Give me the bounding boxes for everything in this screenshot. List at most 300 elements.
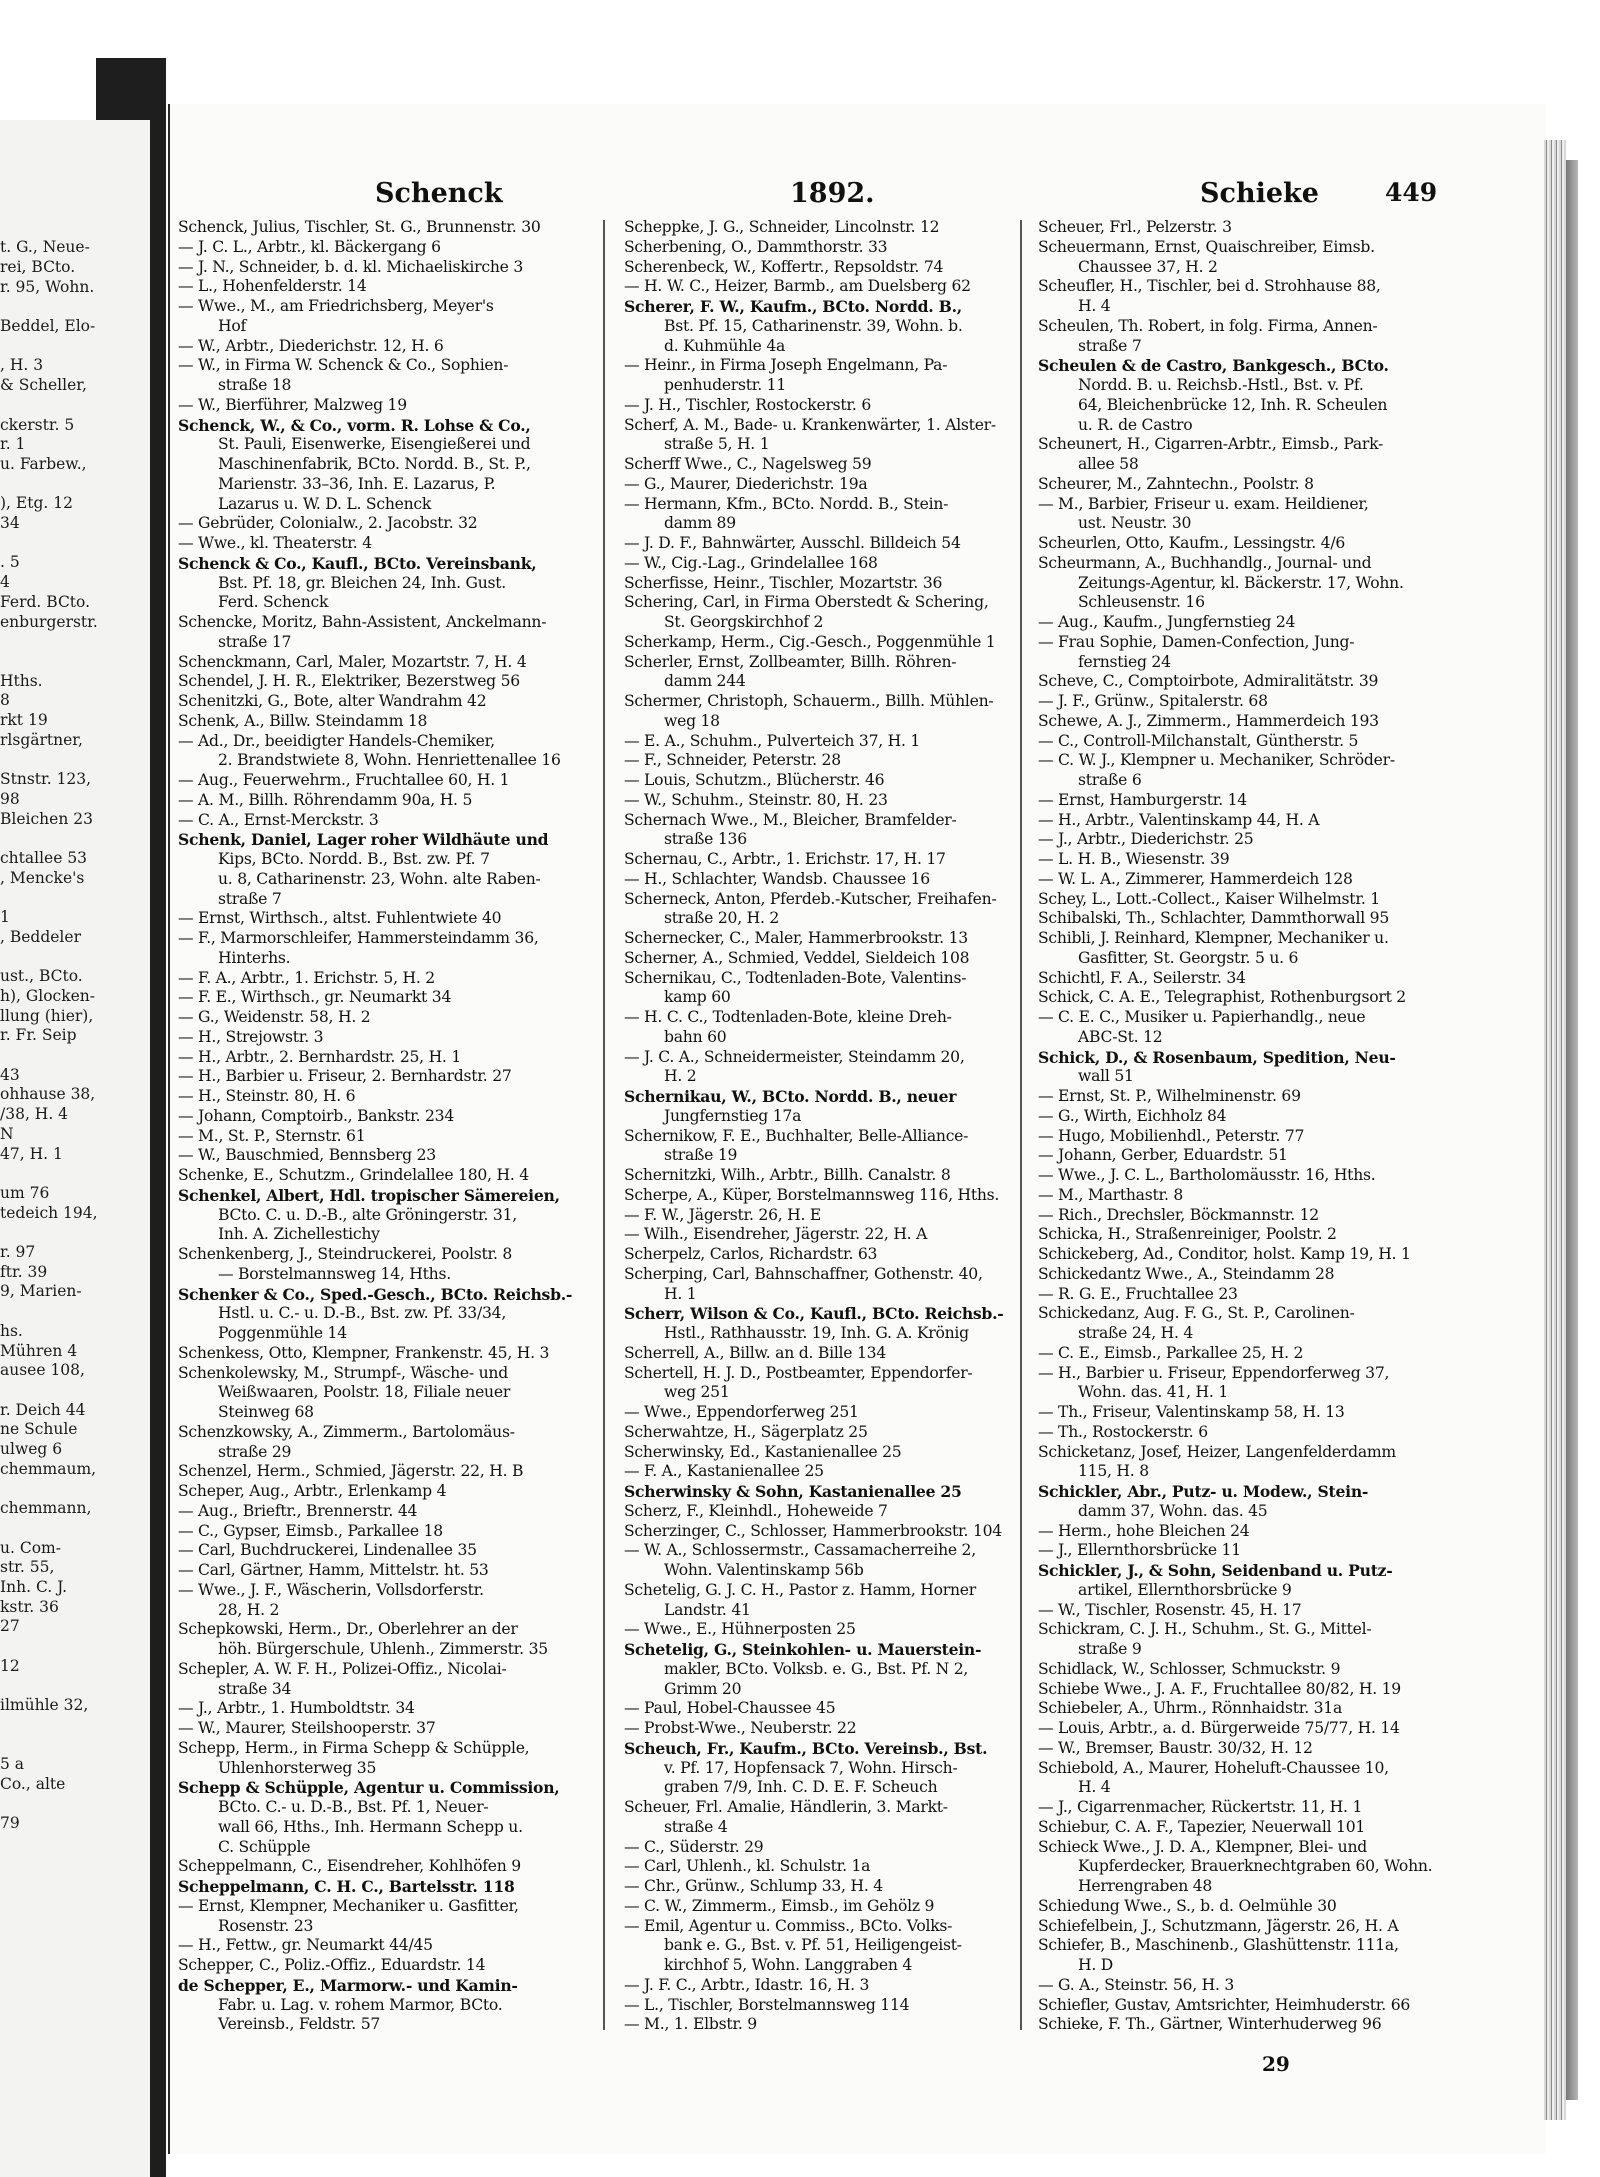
entry-line: — F., Marmorschleifer, Hammersteindamm 36, bbox=[178, 929, 539, 947]
directory-entry bbox=[624, 495, 1036, 535]
left-page-line: llung (hier), bbox=[0, 1006, 94, 1025]
entry-line: Schick, D., & Rosenbaum, Spedition, Neu- bbox=[1038, 1047, 1396, 1067]
entry-line: Schenker & Co., Sped.-Gesch., BCto. Reichsb.- bbox=[178, 1284, 573, 1304]
left-page-line bbox=[0, 1480, 150, 1500]
left-page-line: r. 1 bbox=[0, 435, 26, 454]
directory-entry bbox=[1038, 475, 1450, 495]
left-page-line: rkt 19 bbox=[0, 711, 48, 730]
entry-line: — C. E., Eimsb., Parkallee 25, H. 2 bbox=[1038, 1343, 1304, 1362]
directory-entry bbox=[1038, 534, 1450, 554]
entry-line: — G., Maurer, Diederichstr. 19a bbox=[624, 474, 868, 493]
entry-line: Schertell, H. J. D., Postbeamter, Eppendorfer- bbox=[624, 1363, 973, 1382]
directory-entry bbox=[178, 692, 590, 712]
directory-entry bbox=[178, 277, 590, 297]
directory-entry bbox=[624, 1265, 1036, 1305]
left-page-line bbox=[0, 1519, 150, 1539]
left-page-line: , H. 3 bbox=[0, 356, 44, 375]
directory-entry bbox=[178, 653, 590, 673]
entry-line: Schenck, Julius, Tischler, St. G., Brunnenstr. 30 bbox=[178, 218, 541, 236]
column-divider bbox=[603, 220, 605, 2030]
directory-entry bbox=[178, 258, 590, 278]
directory-entry bbox=[1038, 554, 1450, 613]
left-page-line bbox=[0, 1677, 150, 1697]
entry-line: — Gebrüder, Colonialw., 2. Jacobstr. 32 bbox=[178, 514, 478, 533]
entry-continuation: straße 5, H. 1 bbox=[664, 435, 770, 454]
directory-entry bbox=[178, 1739, 590, 1779]
directory-entry bbox=[624, 1344, 1036, 1364]
entry-line: — Wwe., J. C. L., Bartholomäusstr. 16, Hths. bbox=[1038, 1166, 1376, 1184]
entry-line: Schenk, A., Billw. Steindamm 18 bbox=[178, 711, 428, 730]
directory-entry bbox=[624, 1403, 1036, 1423]
entry-continuation: penhuderstr. 11 bbox=[664, 376, 787, 394]
directory-entry bbox=[178, 238, 590, 258]
directory-entry bbox=[178, 514, 590, 534]
directory-entry bbox=[178, 1936, 590, 1956]
left-page-line: tedeich 194, bbox=[0, 1203, 98, 1222]
entry-line: Schickler, J., & Sohn, Seidenband u. Putz- bbox=[1038, 1561, 1393, 1580]
entry-continuation: Ferd. Schenck bbox=[218, 593, 329, 612]
entry-line: — F. W., Jägerstr. 26, H. E bbox=[624, 1205, 822, 1224]
entry-line: Schendel, J. H. R., Elektriker, Bezerstweg 56 bbox=[178, 672, 520, 691]
directory-entry bbox=[1038, 830, 1450, 850]
directory-entry bbox=[178, 1778, 590, 1857]
entry-line: — Louis, Schutzm., Blücherstr. 46 bbox=[624, 771, 885, 789]
entry-continuation: Poggenmühle 14 bbox=[218, 1324, 347, 1342]
book-cover-edge bbox=[1566, 160, 1578, 2100]
entry-line: Schermer, Christoph, Schauerm., Billh. Mühlen- bbox=[624, 692, 994, 710]
entry-line: Schickedantz Wwe., A., Steindamm 28 bbox=[1038, 1264, 1335, 1283]
directory-entry bbox=[624, 1522, 1036, 1542]
directory-entry bbox=[1038, 969, 1450, 989]
left-page-line bbox=[0, 179, 150, 199]
entry-line: Scheppke, J. G., Schneider, Lincolnstr. 12 bbox=[624, 218, 940, 236]
left-page-fragment bbox=[0, 120, 150, 2177]
entry-line: Schey, L., Lott.-Collect., Kaiser Wilhelmstr. 1 bbox=[1038, 889, 1380, 908]
left-page-line bbox=[0, 1716, 150, 1736]
entry-line: — J. H., Tischler, Rostockerstr. 6 bbox=[624, 395, 872, 414]
directory-entry bbox=[1038, 929, 1450, 969]
entry-continuation: straße 19 bbox=[664, 1146, 738, 1165]
entry-line: — Probst-Wwe., Neuberstr. 22 bbox=[624, 1719, 857, 1737]
directory-entry bbox=[1038, 1759, 1450, 1799]
entry-line: — Th., Friseur, Valentinskamp 58, H. 13 bbox=[1038, 1403, 1345, 1421]
left-page-line: , Beddeler bbox=[0, 927, 81, 946]
entry-continuation: H. 4 bbox=[1078, 1778, 1111, 1797]
entry-line: Schenke, E., Schutzm., Grindelallee 180, H. 4 bbox=[178, 1166, 529, 1184]
left-page-line bbox=[0, 1223, 150, 1243]
entry-line: Schewe, A. J., Zimmerm., Hammerdeich 193 bbox=[1038, 711, 1379, 730]
entry-line: — C., Controll-Milchanstalt, Güntherstr. 5 bbox=[1038, 731, 1359, 750]
directory-entry bbox=[624, 1048, 1036, 1088]
entry-line: — H., Arbtr., 2. Bernhardstr. 25, H. 1 bbox=[178, 1047, 462, 1066]
entry-line: — W., Arbtr., Diederichstr. 12, H. 6 bbox=[178, 336, 444, 355]
left-page-line bbox=[0, 632, 150, 652]
directory-entry bbox=[624, 218, 1036, 238]
entry-line: Scheulen, Th. Robert, in folg. Firma, Annen- bbox=[1038, 316, 1378, 335]
entry-continuation: 64, Bleichenbrücke 12, Inh. R. Scheulen bbox=[1078, 395, 1388, 414]
entry-line: — Wwe., Eppendorferweg 251 bbox=[624, 1403, 859, 1421]
entry-continuation: artikel, Ellernthorsbrücke 9 bbox=[1078, 1580, 1292, 1599]
entry-line: Schenck, W., & Co., vorm. R. Lohse & Co., bbox=[178, 415, 531, 435]
directory-entry bbox=[624, 258, 1036, 278]
left-page-line: 43 bbox=[0, 1065, 20, 1084]
directory-entry bbox=[178, 672, 590, 692]
entry-line: — H. W. C., Heizer, Barmb., am Duelsberg 62 bbox=[624, 277, 971, 296]
entry-line: — Emil, Agentur u. Commiss., BCto. Volks- bbox=[624, 1916, 953, 1935]
directory-entry bbox=[178, 1897, 590, 1937]
entry-line: Schencke, Moritz, Bahn-Assistent, Anckelmann- bbox=[178, 613, 547, 631]
entry-line: — C. W. J., Klempner u. Mechaniker, Schröder- bbox=[1038, 751, 1395, 770]
entry-line: — Hugo, Mobilienhdl., Peterstr. 77 bbox=[1038, 1126, 1305, 1145]
entry-line: — W. L. A., Zimmerer, Hammerdeich 128 bbox=[1038, 869, 1353, 888]
entry-line: Schickedanz, Aug. F. G., St. P., Carolinen- bbox=[1038, 1304, 1355, 1323]
left-page-line bbox=[0, 1302, 150, 1322]
left-page-line: 1 bbox=[0, 908, 10, 927]
entry-line: — J., Arbtr., Diederichstr. 25 bbox=[1038, 830, 1254, 849]
entry-continuation: Hstl., Rathhausstr. 19, Inh. G. A. Krönig bbox=[664, 1324, 969, 1342]
entry-line: Schichtl, F. A., Seilerstr. 34 bbox=[1038, 968, 1246, 987]
entry-continuation: H. D bbox=[1078, 1956, 1114, 1974]
entry-continuation: straße 136 bbox=[664, 830, 747, 849]
left-page-line: 12 bbox=[0, 1656, 20, 1675]
entry-line: Scherenbeck, W., Koffertr., Repsoldstr. 74 bbox=[624, 257, 944, 276]
directory-entry bbox=[1038, 1285, 1450, 1305]
left-page-line: u. Farbew., bbox=[0, 454, 87, 473]
directory-entry bbox=[1038, 1739, 1450, 1759]
page-header bbox=[200, 178, 1440, 218]
entry-line: Scherner, A., Schmied, Veddel, Sieldeich 108 bbox=[624, 948, 970, 967]
entry-line: — H., Fettw., gr. Neumarkt 44/45 bbox=[178, 1936, 433, 1955]
directory-entry bbox=[178, 1245, 590, 1285]
left-page-line: & Scheller, bbox=[0, 376, 87, 395]
entry-line: Scheufler, H., Tischler, bei d. Strohhause 88, bbox=[1038, 277, 1381, 296]
directory-entry bbox=[624, 1857, 1036, 1877]
entry-line: — Wilh., Eisendreher, Jägerstr. 22, H. A bbox=[624, 1225, 928, 1244]
directory-entry bbox=[178, 1660, 590, 1700]
entry-line: — H., Barbier u. Friseur, 2. Bernhardstr. 27 bbox=[178, 1067, 512, 1086]
directory-entry bbox=[1038, 692, 1450, 712]
directory-entry bbox=[624, 1127, 1036, 1167]
directory-entry bbox=[624, 1897, 1036, 1917]
directory-entry bbox=[1038, 356, 1450, 435]
entry-continuation: Kips, BCto. Nordd. B., Bst. zw. Pf. 7 bbox=[218, 850, 490, 868]
entry-line: Schiebe Wwe., J. A. F., Fruchtallee 80/82, H. 19 bbox=[1038, 1679, 1401, 1698]
entry-continuation: Weißwaaren, Poolstr. 18, Filiale neuer bbox=[218, 1383, 511, 1402]
directory-entry bbox=[1038, 1146, 1450, 1166]
entry-continuation: straße 6 bbox=[1078, 771, 1142, 789]
directory-entry bbox=[178, 1146, 590, 1166]
entry-continuation: 28, H. 2 bbox=[218, 1600, 280, 1619]
directory-entry bbox=[1038, 791, 1450, 811]
directory-entry bbox=[624, 850, 1036, 870]
directory-entry bbox=[624, 238, 1036, 258]
directory-entry bbox=[624, 1166, 1036, 1186]
directory-entry bbox=[1038, 1265, 1450, 1285]
directory-entry bbox=[624, 791, 1036, 811]
entry-line: — G., Wirth, Eichholz 84 bbox=[1038, 1106, 1227, 1125]
directory-entry bbox=[624, 1877, 1036, 1897]
directory-entry bbox=[1038, 1166, 1450, 1186]
directory-entry bbox=[1038, 672, 1450, 692]
entry-continuation: BCto. C.- u. D.-B., Bst. Pf. 1, Neuer- bbox=[218, 1798, 489, 1816]
left-page-line bbox=[0, 199, 150, 219]
directory-entry bbox=[624, 969, 1036, 1009]
entry-line: Scherpelz, Carlos, Richardstr. 63 bbox=[624, 1245, 878, 1263]
entry-continuation: Rosenstr. 23 bbox=[218, 1916, 314, 1935]
directory-entry bbox=[1038, 1917, 1450, 1937]
entry-continuation: H. 4 bbox=[1078, 297, 1111, 315]
left-page-line: 98 bbox=[0, 789, 20, 808]
left-page-line: Beddel, Elo- bbox=[0, 317, 96, 336]
directory-entry bbox=[624, 1304, 1036, 1344]
left-page-line bbox=[0, 120, 150, 140]
directory-entry bbox=[178, 1561, 590, 1581]
directory-entry bbox=[624, 1581, 1036, 1621]
entry-line: Schiebold, A., Maurer, Hoheluft-Chaussee 10, bbox=[1038, 1758, 1389, 1777]
entry-line: Scherzinger, C., Schlosser, Hammerbrookstr. 104 bbox=[624, 1521, 1002, 1540]
entry-line: Scherfisse, Heinr., Tischler, Mozartstr. 36 bbox=[624, 573, 943, 592]
entry-line: Scherping, Carl, Bahnschaffner, Gothenstr. 40, bbox=[624, 1264, 983, 1283]
directory-entry bbox=[624, 1462, 1036, 1482]
left-page-line bbox=[0, 1164, 150, 1184]
directory-entry bbox=[178, 909, 590, 929]
entry-line: — Ad., Dr., beeidigter Handels-Chemiker, bbox=[178, 731, 495, 750]
entry-continuation: St. Georgskirchhof 2 bbox=[664, 613, 824, 631]
left-page-line bbox=[0, 337, 150, 357]
left-page-line: r. 95, Wohn. bbox=[0, 277, 95, 296]
entry-continuation: Schleusenstr. 16 bbox=[1078, 593, 1205, 612]
entry-continuation: höh. Bürgerschule, Uhlenh., Zimmerstr. 35 bbox=[218, 1640, 548, 1658]
directory-entry bbox=[1038, 1304, 1450, 1344]
entry-line: — A. M., Billh. Röhrendamm 90a, H. 5 bbox=[178, 790, 473, 809]
left-page-line: rei, BCto. bbox=[0, 257, 76, 276]
directory-entry bbox=[178, 732, 590, 772]
directory-entry bbox=[624, 1087, 1036, 1127]
entry-line: Schick, C. A. E., Telegraphist, Rothenburgsort 2 bbox=[1038, 988, 1406, 1007]
entry-line: Schernau, C., Arbtr., 1. Erichstr. 17, H. 17 bbox=[624, 850, 946, 868]
entry-line: Schicka, H., Straßenreiniger, Poolstr. 2 bbox=[1038, 1225, 1337, 1244]
entry-line: — J. C. L., Arbtr., kl. Bäckergang 6 bbox=[178, 237, 441, 256]
entry-continuation: Vereinsb., Feldstr. 57 bbox=[218, 2015, 381, 2034]
directory-entry bbox=[1038, 1680, 1450, 1700]
left-page-line: 9, Marien- bbox=[0, 1282, 82, 1301]
entry-continuation: straße 34 bbox=[218, 1679, 292, 1698]
entry-line: Schernach Wwe., M., Bleicher, Bramfelder- bbox=[624, 810, 957, 829]
entry-line: — M., St. P., Sternstr. 61 bbox=[178, 1126, 366, 1145]
entry-line: Schickram, C. J. H., Schuhm., St. G., Mittel- bbox=[1038, 1620, 1372, 1639]
directory-entry bbox=[178, 396, 590, 416]
entry-continuation: Nordd. B. u. Reichsb.-Hstl., Bst. v. Pf. bbox=[1078, 376, 1364, 394]
entry-continuation: Lazarus u. W. D. L. Schenck bbox=[218, 494, 432, 513]
directory-entry bbox=[1038, 1601, 1450, 1621]
entry-continuation: u. 8, Catharinenstr. 23, Wohn. alte Raben- bbox=[218, 869, 541, 888]
entry-continuation: kamp 60 bbox=[664, 988, 731, 1007]
entry-continuation: Landstr. 41 bbox=[664, 1600, 751, 1619]
left-page-line: 4 bbox=[0, 573, 10, 592]
directory-entry bbox=[1038, 1107, 1450, 1127]
directory-entry bbox=[1038, 732, 1450, 752]
directory-entry bbox=[624, 692, 1036, 732]
directory-entry bbox=[178, 1008, 590, 1028]
entry-line: Scheulen & de Castro, Bankgesch., BCto. bbox=[1038, 356, 1389, 376]
entry-continuation: Wohn. Valentinskamp 56b bbox=[664, 1561, 864, 1579]
entry-line: Scherz, F., Kleinhdl., Hoheweide 7 bbox=[624, 1501, 888, 1520]
entry-line: Schenkess, Otto, Klempner, Frankenstr. 45, H. 3 bbox=[178, 1343, 550, 1362]
entry-line: Scheppelmann, C., Eisendreher, Kohlhöfen 9 bbox=[178, 1857, 521, 1876]
entry-line: Schickler, Abr., Putz- u. Modew., Stein- bbox=[1038, 1482, 1369, 1501]
directory-entry bbox=[178, 771, 590, 791]
entry-continuation: fernstieg 24 bbox=[1078, 652, 1171, 671]
header-left-keyword: Schenck bbox=[375, 178, 503, 209]
directory-entry bbox=[1038, 1897, 1450, 1917]
entry-continuation: 115, H. 8 bbox=[1078, 1462, 1149, 1481]
entry-line: — J., Arbtr., 1. Humboldtstr. 34 bbox=[178, 1699, 415, 1718]
entry-continuation: Bst. Pf. 15, Catharinenstr. 39, Wohn. b. bbox=[664, 316, 963, 335]
entry-line: — Ernst, Klempner, Mechaniker u. Gasfitter, bbox=[178, 1896, 519, 1915]
directory-entry bbox=[624, 1739, 1036, 1798]
entry-line: — W., Bauschmied, Bennsberg 23 bbox=[178, 1146, 436, 1165]
left-page-line: ulweg 6 bbox=[0, 1440, 63, 1459]
directory-entry bbox=[1038, 1403, 1450, 1423]
directory-entry bbox=[1038, 613, 1450, 633]
entry-line: Scheuermann, Ernst, Quaischreiber, Eimsb. bbox=[1038, 237, 1375, 256]
left-page-line: Mühren 4 bbox=[0, 1341, 78, 1360]
directory-entry bbox=[1038, 988, 1450, 1008]
signature-mark: 29 bbox=[1262, 2052, 1290, 2076]
directory-entry bbox=[1038, 1186, 1450, 1206]
entry-line: Schiebur, C. A. F., Tapezier, Neuerwall 101 bbox=[1038, 1817, 1366, 1836]
directory-entry bbox=[1038, 1818, 1450, 1838]
entry-line: Schepper, C., Poliz.-Offiz., Eduardstr. 14 bbox=[178, 1956, 486, 1974]
directory-entry bbox=[1038, 1048, 1450, 1088]
directory-entry bbox=[178, 1541, 590, 1561]
directory-entry bbox=[624, 1640, 1036, 1699]
entry-line: Schiebeler, A., Uhrm., Rönnhaidstr. 31a bbox=[1038, 1699, 1343, 1718]
directory-entry bbox=[624, 1798, 1036, 1838]
entry-continuation: d. Kuhmühle 4a bbox=[664, 336, 786, 355]
entry-continuation: straße 29 bbox=[218, 1442, 292, 1461]
directory-entry bbox=[178, 988, 590, 1008]
entry-line: Schiefler, Gustav, Amtsrichter, Heimhuderstr. 66 bbox=[1038, 1995, 1411, 2014]
directory-entry bbox=[178, 554, 590, 613]
left-page-line: 79 bbox=[0, 1814, 20, 1833]
left-page-line bbox=[0, 948, 150, 968]
left-page-line bbox=[0, 140, 150, 160]
directory-entry bbox=[624, 1206, 1036, 1226]
directory-entry bbox=[178, 534, 590, 554]
left-page-line: ckerstr. 5 bbox=[0, 415, 75, 434]
directory-entry bbox=[624, 1620, 1036, 1640]
left-page-line: Hths. bbox=[0, 671, 43, 690]
entry-line: — W., Maurer, Steilshooperstr. 37 bbox=[178, 1719, 436, 1737]
directory-entry bbox=[1038, 1620, 1450, 1660]
left-page-line: /38, H. 4 bbox=[0, 1105, 69, 1124]
entry-continuation: Zeitungs-Agentur, kl. Bäckerstr. 17, Wohn. bbox=[1078, 573, 1404, 592]
directory-entry bbox=[178, 1956, 590, 1976]
left-page-line bbox=[0, 751, 150, 771]
directory-entry bbox=[624, 633, 1036, 653]
entry-line: Schenzkowsky, A., Zimmerm., Bartolomäus- bbox=[178, 1422, 515, 1441]
left-page-line bbox=[0, 652, 150, 672]
left-page-line bbox=[0, 396, 150, 416]
entry-continuation: Hof bbox=[218, 316, 247, 335]
directory-entry bbox=[624, 1186, 1036, 1206]
entry-line: — C. A., Ernst-Merckstr. 3 bbox=[178, 810, 379, 829]
directory-entry bbox=[624, 1443, 1036, 1463]
entry-line: — Th., Rostockerstr. 6 bbox=[1038, 1422, 1208, 1441]
left-page-line: kstr. 36 bbox=[0, 1597, 59, 1616]
directory-entry bbox=[624, 593, 1036, 633]
entry-continuation: wall 51 bbox=[1078, 1067, 1134, 1086]
directory-entry bbox=[178, 1482, 590, 1502]
entry-line: Scheunert, H., Cigarren-Arbtr., Eimsb., Park- bbox=[1038, 435, 1384, 454]
directory-entry bbox=[178, 1522, 590, 1542]
directory-entry bbox=[624, 732, 1036, 752]
entry-line: Scherrell, A., Billw. an d. Bille 134 bbox=[624, 1343, 886, 1362]
entry-line: Scheve, C., Comptoirbote, Admiralitätstr. 39 bbox=[1038, 672, 1379, 691]
left-page-line: Inh. C. J. bbox=[0, 1578, 68, 1597]
entry-line: — H., Steinstr. 80, H. 6 bbox=[178, 1087, 356, 1105]
entry-line: Scherneck, Anton, Pferdeb.-Kutscher, Freihafen- bbox=[624, 889, 997, 908]
entry-line: de Schepper, E., Marmorw.- und Kamin- bbox=[178, 1975, 518, 1995]
entry-line: — W. A., Schlossermstr., Cassamacherreihe 2, bbox=[624, 1541, 976, 1560]
entry-continuation: Marienstr. 33–36, Inh. E. Lazarus, P. bbox=[218, 474, 496, 493]
entry-line: Scherwinsky, Ed., Kastanienallee 25 bbox=[624, 1442, 902, 1461]
left-page-line: chemmaum, bbox=[0, 1459, 97, 1478]
entry-line: Schernikau, W., BCto. Nordd. B., neuer bbox=[624, 1087, 957, 1106]
entry-continuation: u. R. de Castro bbox=[1078, 415, 1193, 434]
entry-line: Schenkolewsky, M., Strumpf-, Wäsche- und bbox=[178, 1363, 508, 1382]
entry-line: Schiedung Wwe., S., b. d. Oelmühle 30 bbox=[1038, 1896, 1337, 1915]
entry-line: — F. A., Arbtr., 1. Erichstr. 5, H. 2 bbox=[178, 968, 435, 987]
entry-line: Scherbening, O., Dammthorstr. 33 bbox=[624, 237, 888, 256]
entry-continuation: damm 244 bbox=[664, 672, 746, 691]
directory-entry bbox=[624, 356, 1036, 396]
left-page-line: r. Deich 44 bbox=[0, 1400, 86, 1419]
directory-entry bbox=[624, 1838, 1036, 1858]
directory-entry bbox=[624, 1502, 1036, 1522]
header-right-keyword: Schieke bbox=[1200, 178, 1319, 209]
left-page-line bbox=[0, 297, 150, 317]
directory-entry bbox=[1038, 435, 1450, 475]
entry-line: — Wwe., J. F., Wäscherin, Vollsdorferstr. bbox=[178, 1580, 484, 1599]
entry-continuation: allee 58 bbox=[1078, 455, 1139, 473]
directory-entry bbox=[624, 1008, 1036, 1048]
entry-continuation: weg 251 bbox=[664, 1383, 730, 1402]
directory-entry bbox=[1038, 1206, 1450, 1226]
directory-entry bbox=[178, 337, 590, 357]
entry-line: — Herm., hohe Bleichen 24 bbox=[1038, 1521, 1250, 1540]
directory-entry bbox=[624, 1917, 1036, 1976]
left-page-line: 8 bbox=[0, 691, 10, 710]
directory-entry bbox=[1038, 1423, 1450, 1443]
entry-line: — L., Tischler, Borstelmannsweg 114 bbox=[624, 1995, 910, 2014]
left-page-line bbox=[0, 219, 150, 239]
entry-continuation: Fabr. u. Lag. v. rohem Marmor, BCto. bbox=[218, 1995, 503, 2014]
left-page-line: ne Schule bbox=[0, 1420, 78, 1439]
entry-line: — W., Tischler, Rosenstr. 45, H. 17 bbox=[1038, 1600, 1302, 1619]
entry-line: Schickeberg, Ad., Conditor, holst. Kamp 19, H. 1 bbox=[1038, 1245, 1411, 1263]
directory-column-1 bbox=[178, 218, 590, 2035]
entry-line: — Paul, Hobel-Chaussee 45 bbox=[624, 1699, 836, 1718]
directory-entry bbox=[1038, 1699, 1450, 1719]
entry-line: Schering, Carl, in Firma Oberstedt & Schering, bbox=[624, 593, 989, 612]
directory-entry bbox=[624, 1225, 1036, 1245]
directory-entry bbox=[624, 890, 1036, 930]
entry-line: Schepkowski, Herm., Dr., Oberlehrer an der bbox=[178, 1620, 518, 1639]
entry-continuation: H. 2 bbox=[664, 1067, 697, 1086]
directory-entry bbox=[624, 455, 1036, 475]
